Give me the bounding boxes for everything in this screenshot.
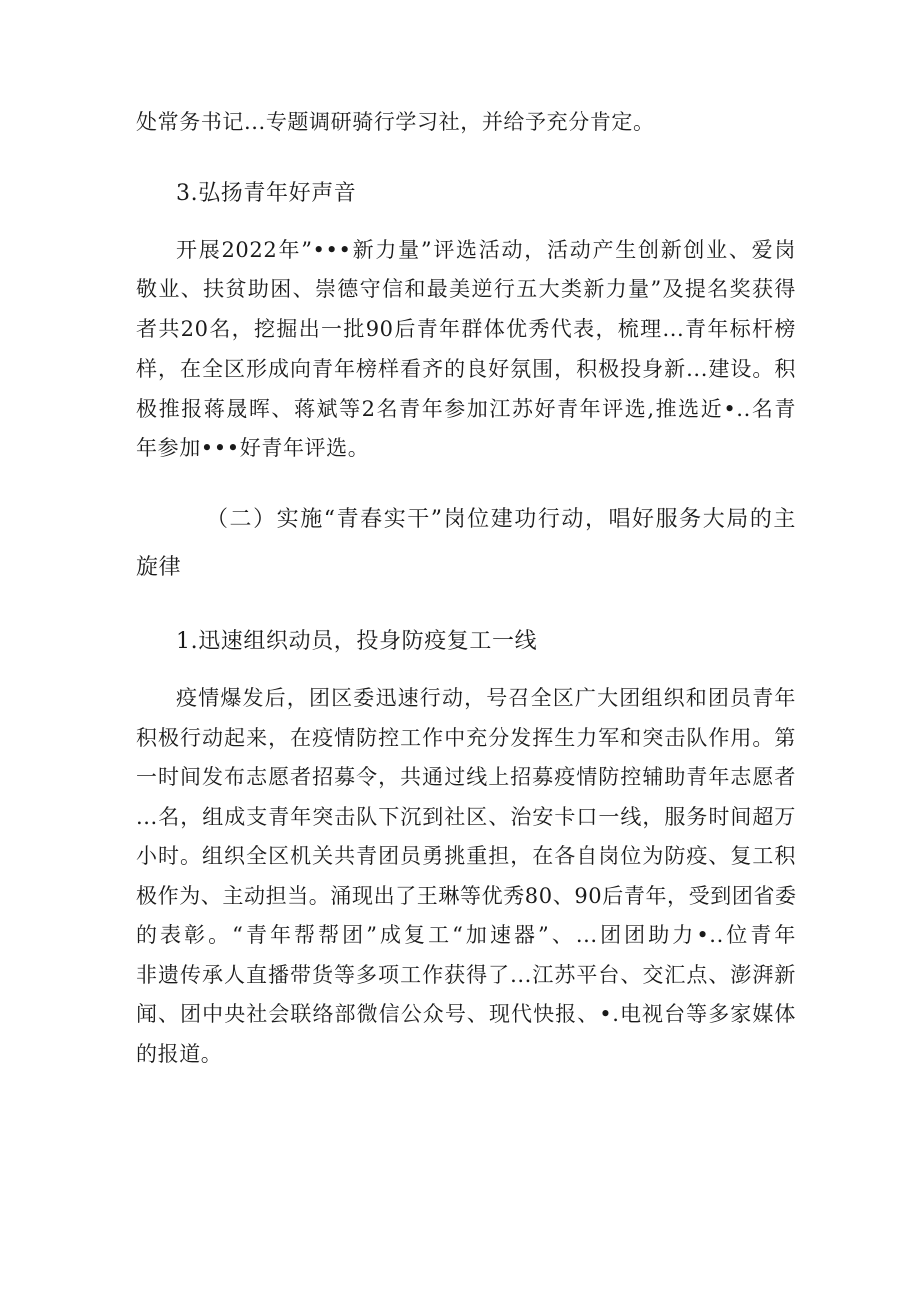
- paragraph-line: 的表彰。“青年帮帮团”成复工“加速器”、...团团助力•..位青年: [136, 923, 796, 947]
- paragraph-line: 开展2022年”•••新力量”评选活动，活动产生创新创业、爱岗: [176, 238, 796, 262]
- paragraph-line: 极推报蒋晟晖、蒋斌等2名青年参加江苏好青年评选,推选近•..名青: [136, 397, 796, 421]
- paragraph-line: 极作为、主动担当。涌现出了王琳等优秀80、90后青年，受到团省委: [136, 884, 797, 908]
- paragraph-line: ...名，组成支青年突击队下沉到社区、治安卡口一线，服务时间超万: [136, 805, 796, 829]
- paragraph-line: 敬业、扶贫助困、崇德守信和最美逆行五大类新力量”及提名奖获得: [136, 277, 796, 301]
- paragraph-line: 一时间发布志愿者招募令，共通过线上招募疫情防控辅助青年志愿者: [136, 765, 796, 789]
- heading-3-promote-youth-voice: 3.弘扬青年好声音: [176, 181, 357, 206]
- paragraph-line: 非遗传承人直播带货等多项工作获得了...江苏平台、交汇点、澎湃新: [136, 963, 796, 987]
- heading-1-mobilize: 1.迅速组织动员，投身防疫复工一线: [176, 629, 538, 654]
- section-heading-2: （二）实施“青春实干”岗位建功行动，唱好服务大局的主: [206, 507, 796, 532]
- paragraph-line: 的报道。: [136, 1042, 223, 1066]
- section-heading-2-continuation: 旋律: [136, 555, 182, 580]
- paragraph-line: 闻、团中央社会联络部微信公众号、现代快报、•.电视台等多家媒体: [136, 1002, 796, 1026]
- paragraph-line: 年参加•••好青年评选。: [136, 436, 370, 460]
- paragraph-continuation-line: 处常务书记...专题调研骑行学习社，并给予充分肯定。: [136, 110, 655, 134]
- paragraph-line: 者共20名，挖掘出一批90后青年群体优秀代表，梳理...青年标杆榜: [136, 317, 796, 341]
- paragraph-line: 样，在全区形成向青年榜样看齐的良好氛围，积极投身新...建设。积: [136, 357, 796, 381]
- paragraph-line: 积极行动起来，在疫情防控工作中充分发挥生力军和突击队作用。第: [136, 726, 796, 750]
- paragraph-line: 小时。组织全区机关共青团员勇挑重担，在各自岗位为防疫、复工积: [136, 844, 796, 868]
- paragraph-line: 疫情爆发后，团区委迅速行动，号召全区广大团组织和团员青年: [176, 686, 796, 710]
